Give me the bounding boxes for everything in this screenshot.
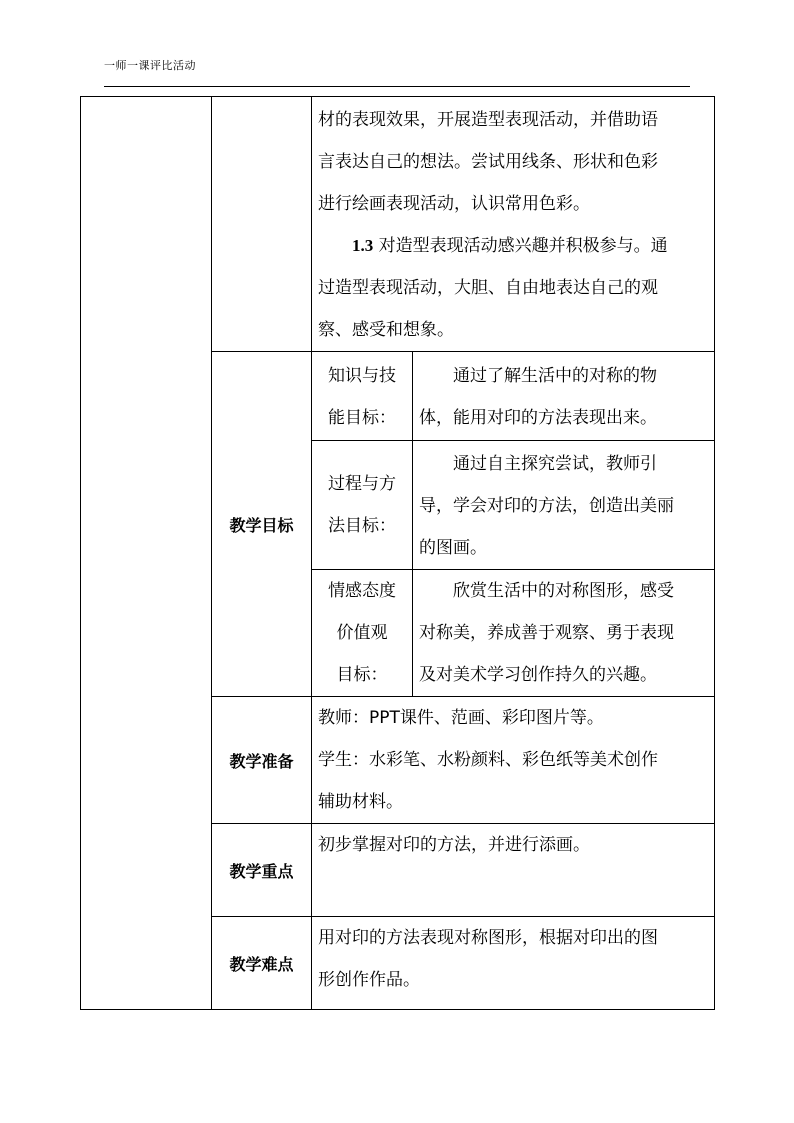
key-point-content-cell — [312, 824, 715, 917]
lesson-plan-table — [80, 96, 715, 1010]
outer-left-cell — [81, 97, 212, 1010]
difficulty-line: 形创作作品。 — [318, 970, 420, 990]
continuation-line: 言表达自己的想法。尝试用线条、形状和色彩 — [318, 152, 658, 172]
objective-content-line: 的图画。 — [419, 538, 487, 558]
continuation-line: 察、感受和想象。 — [318, 320, 454, 340]
objective-label: 价值观 — [336, 623, 388, 643]
item-number: 1.3 — [352, 236, 374, 255]
objective-content-cell — [413, 570, 715, 697]
objective-label-cell — [312, 570, 413, 697]
key-point-line: 初步掌握对印的方法，并进行添画。 — [318, 835, 590, 855]
objective-content-line: 对称美，养成善于观察、勇于表现 — [419, 623, 674, 643]
category-objectives: 教学目标 — [212, 352, 312, 697]
objective-label: 目标： — [336, 665, 388, 685]
objective-content-line: 导，学会对印的方法，创造出美丽 — [419, 496, 674, 516]
header-title: 一师一课评比活动 — [104, 59, 196, 72]
objective-label: 情感态度 — [328, 581, 396, 601]
objective-content-line: 欣赏生活中的对称图形，感受 — [453, 581, 674, 601]
preparation-line: 学生：水彩笔、水粉颜料、彩色纸等美术创作 — [318, 750, 658, 770]
objective-content-cell — [413, 441, 715, 570]
objective-content-line: 通过自主探究尝试，教师引 — [453, 454, 657, 474]
preparation-content-cell — [312, 697, 715, 824]
category-preparation: 教学准备 — [212, 697, 312, 824]
objective-label: 过程与方 — [328, 474, 396, 494]
objective-content-line: 通过了解生活中的对称的物 — [453, 366, 657, 386]
continuation-line: 进行绘画表现活动，认识常用色彩。 — [318, 194, 590, 214]
objective-label: 法目标： — [328, 516, 396, 536]
objective-content-line: 体，能用对印的方法表现出来。 — [419, 408, 657, 428]
header-rule — [104, 86, 690, 87]
objective-content-cell — [413, 352, 715, 441]
preparation-line: 辅助材料。 — [318, 792, 403, 812]
continuation-item — [312, 225, 714, 267]
continuation-line: 材的表现效果，开展造型表现活动，并借助语 — [318, 110, 658, 130]
category-difficulty: 教学难点 — [212, 917, 312, 1010]
empty-category-cell — [212, 97, 312, 352]
continuation-content-cell — [312, 97, 715, 352]
objective-label-cell — [312, 441, 413, 570]
category-key-point: 教学重点 — [212, 824, 312, 917]
continuation-line: 过造型表现活动，大胆、自由地表达自己的观 — [318, 278, 658, 298]
continuation-row — [81, 97, 715, 352]
objective-label-cell — [312, 352, 413, 441]
preparation-line: 教师：PPT课件、范画、彩印图片等。 — [318, 708, 604, 728]
item-text: 对造型表现活动感兴趣并积极参与。通 — [378, 236, 668, 256]
difficulty-line: 用对印的方法表现对称图形，根据对印出的图 — [318, 928, 658, 948]
objective-label: 能目标： — [328, 408, 396, 428]
objective-label: 知识与技 — [328, 366, 396, 386]
objective-content-line: 及对美术学习创作持久的兴趣。 — [419, 665, 657, 685]
difficulty-content-cell — [312, 917, 715, 1010]
